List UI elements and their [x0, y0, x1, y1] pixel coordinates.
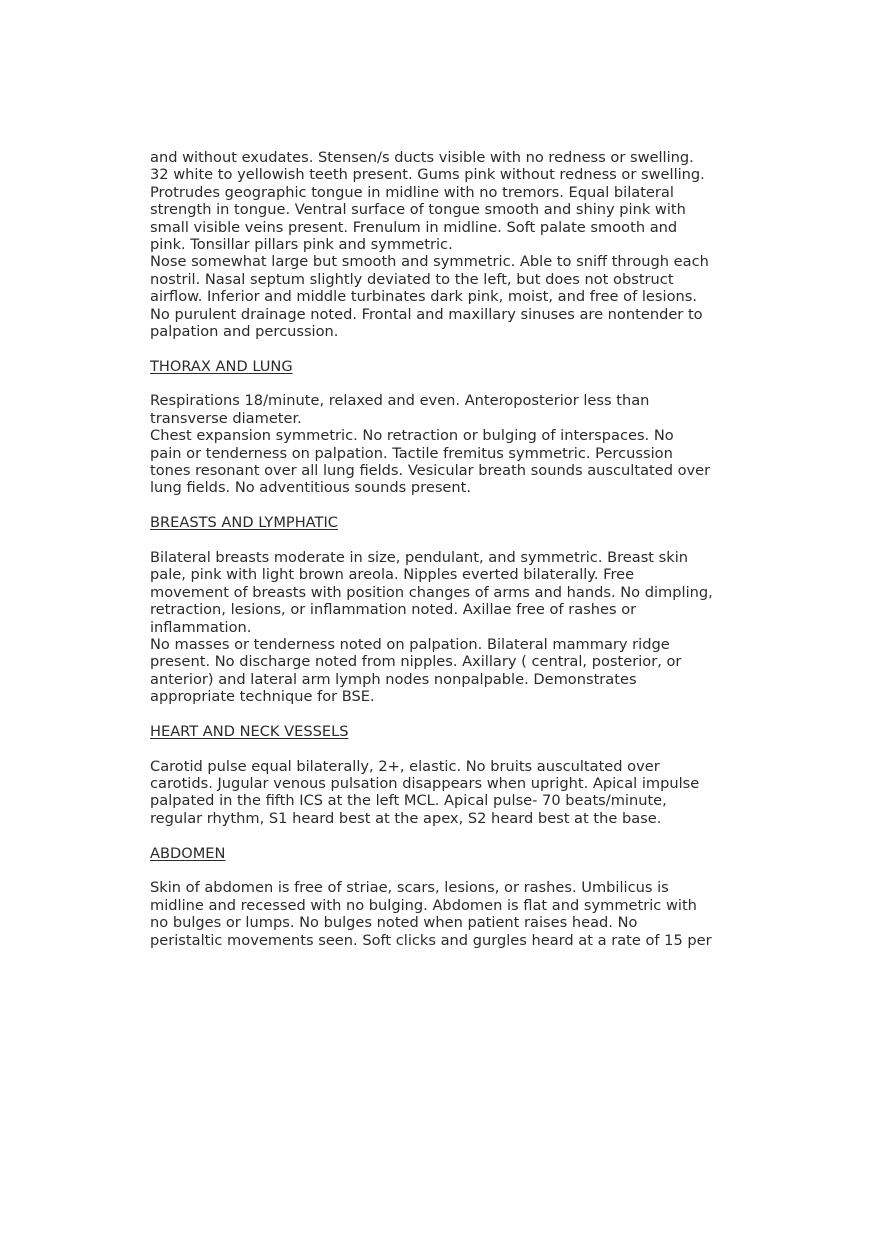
spacer: [150, 340, 750, 357]
spacer: [150, 862, 750, 879]
section-thorax-and-lung: [150, 358, 750, 497]
intro-paragraph: [150, 149, 750, 340]
text-line: inflammation.: [150, 618, 252, 636]
text-line: midline and recessed with no bulging. Abdomen is flat and symmetric with: [150, 896, 697, 914]
text-line: airflow. Inferior and middle turbinates dark pink, moist, and free of lesions.: [150, 288, 697, 306]
text-line: no bulges or lumps. No bulges noted when patient raises head. No: [150, 914, 638, 932]
text-line: pale, pink with light brown areola. Nipples everted bilaterally. Free: [150, 566, 635, 584]
text-line: No purulent drainage noted. Frontal and maxillary sinuses are nontender to: [150, 305, 703, 323]
text-line: small visible veins present. Frenulum in midline. Soft palate smooth and: [150, 218, 678, 236]
text-line: lung fields. No adventitious sounds present.: [150, 479, 472, 497]
text-line: retraction, lesions, or inflammation noted. Axillae free of rashes or: [150, 601, 637, 619]
document-body: [150, 149, 750, 949]
text-line: carotids. Jugular venous pulsation disappears when upright. Apical impulse: [150, 775, 700, 793]
text-line: Respirations 18/minute, relaxed and even. Anteroposterior less than: [150, 392, 650, 410]
text-line: transverse diameter.: [150, 409, 302, 427]
text-line: tones resonant over all lung fields. Vesicular breath sounds auscultated over: [150, 462, 711, 480]
spacer: [150, 375, 750, 392]
text-line: appropriate technique for BSE.: [150, 688, 375, 706]
text-line: pain or tenderness on palpation. Tactile fremitus symmetric. Percussion: [150, 444, 673, 462]
spacer: [150, 827, 750, 844]
text-line: Chest expansion symmetric. No retraction or bulging of interspaces. No: [150, 427, 674, 445]
section-heading: THORAX AND LUNG: [150, 357, 293, 375]
text-line: Protrudes geographic tongue in midline with no tremors. Equal bilateral: [150, 183, 674, 201]
spacer: [150, 532, 750, 549]
text-line: and without exudates. Stensen/s ducts visible with no redness or swelling.: [150, 149, 694, 166]
section-heading: HEART AND NECK VESSELS: [150, 722, 349, 740]
spacer: [150, 740, 750, 757]
text-line: strength in tongue. Ventral surface of tongue smooth and shiny pink with: [150, 201, 686, 219]
text-line: movement of breasts with position changes of arms and hands. No dimpling,: [150, 583, 713, 601]
text-line: Skin of abdomen is free of striae, scars, lesions, or rashes. Umbilicus is: [150, 879, 669, 897]
section-breasts-and-lymphatic: [150, 514, 750, 705]
text-line: No masses or tenderness noted on palpation. Bilateral mammary ridge: [150, 635, 670, 653]
section-heart-and-neck-vessels: [150, 723, 750, 827]
text-line: palpated in the fifth ICS at the left MCL. Apical pulse- 70 beats/minute,: [150, 792, 667, 810]
spacer: [150, 497, 750, 514]
text-line: Carotid pulse equal bilaterally, 2+, elastic. No bruits auscultated over: [150, 757, 660, 775]
text-line: present. No discharge noted from nipples. Axillary ( central, posterior, or: [150, 653, 682, 671]
spacer: [150, 706, 750, 723]
text-line: peristaltic movements seen. Soft clicks and gurgles heard at a rate of 15 per: [150, 931, 712, 949]
text-line: pink. Tonsillar pillars pink and symmetric.: [150, 235, 453, 253]
text-line: Bilateral breasts moderate in size, pendulant, and symmetric. Breast skin: [150, 548, 689, 566]
text-line: palpation and percussion.: [150, 322, 339, 340]
text-line: 32 white to yellowish teeth present. Gums pink without redness or swelling.: [150, 166, 705, 184]
text-line: nostril. Nasal septum slightly deviated to the left, but does not obstruct: [150, 270, 674, 288]
text-line: Nose somewhat large but smooth and symmetric. Able to sniff through each: [150, 253, 709, 271]
text-line: anterior) and lateral arm lymph nodes nonpalpable. Demonstrates: [150, 670, 637, 688]
section-abdomen: [150, 845, 750, 949]
section-heading: ABDOMEN: [150, 844, 226, 862]
section-heading: BREASTS AND LYMPHATIC: [150, 514, 338, 532]
text-line: regular rhythm, S1 heard best at the apex, S2 heard best at the base.: [150, 809, 662, 827]
